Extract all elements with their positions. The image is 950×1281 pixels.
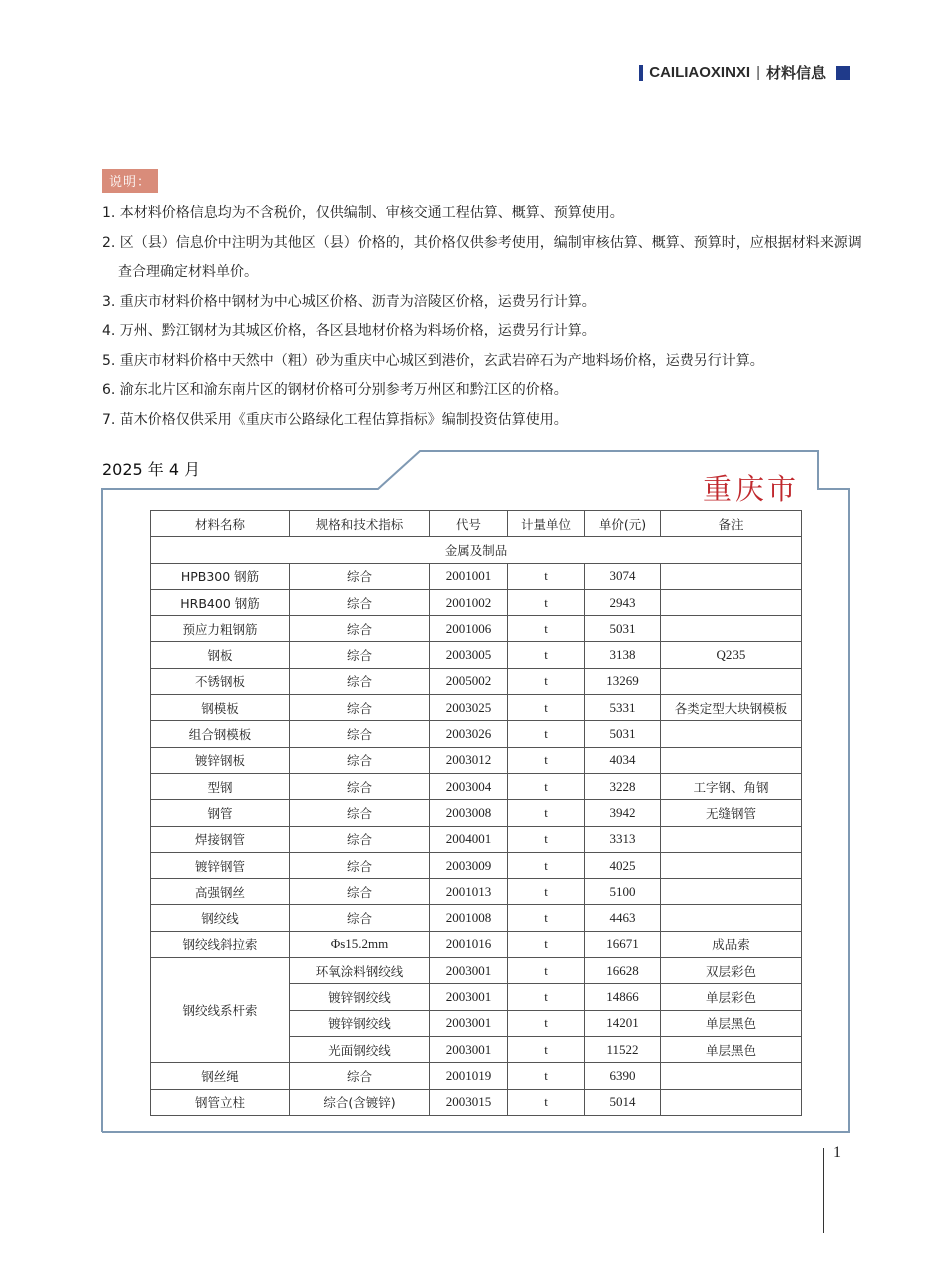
cell-unit: t bbox=[508, 642, 585, 668]
cell-price: 3228 bbox=[585, 773, 661, 799]
cell-spec: 综合 bbox=[290, 905, 430, 931]
note-item: 4. 万州、黔江钢材为其城区价格，各区县地材价格为料场价格，运费另行计算。 bbox=[102, 323, 596, 339]
cell-unit: t bbox=[508, 984, 585, 1010]
cell-code: 2005002 bbox=[430, 668, 508, 694]
cell-price: 4034 bbox=[585, 747, 661, 773]
cell-note: 成品索 bbox=[661, 931, 802, 957]
cell-note: 工字钢、角钢 bbox=[661, 773, 802, 799]
cell-code: 2003004 bbox=[430, 773, 508, 799]
cell-code: 2003012 bbox=[430, 747, 508, 773]
cell-name: 镀锌钢管 bbox=[151, 852, 290, 878]
cell-name: 钢管 bbox=[151, 800, 290, 826]
table-row bbox=[151, 773, 802, 799]
cell-price: 5100 bbox=[585, 879, 661, 905]
cell-price: 3942 bbox=[585, 800, 661, 826]
cell-unit: t bbox=[508, 695, 585, 721]
cell-code: 2001008 bbox=[430, 905, 508, 931]
cell-code: 2003001 bbox=[430, 1036, 508, 1062]
cell-note bbox=[661, 1089, 802, 1115]
cell-unit: t bbox=[508, 747, 585, 773]
table-row bbox=[151, 747, 802, 773]
cell-code: 2003008 bbox=[430, 800, 508, 826]
cell-spec: 综合 bbox=[290, 668, 430, 694]
col-header: 计量单位 bbox=[508, 511, 585, 537]
cell-price: 16628 bbox=[585, 958, 661, 984]
cell-price: 11522 bbox=[585, 1036, 661, 1062]
cell-code: 2003025 bbox=[430, 695, 508, 721]
cell-code: 2003001 bbox=[430, 984, 508, 1010]
cell-note bbox=[661, 826, 802, 852]
cell-name: HRB400 钢筋 bbox=[151, 589, 290, 615]
cell-price: 3074 bbox=[585, 563, 661, 589]
cell-price: 14866 bbox=[585, 984, 661, 1010]
cell-code: 2003026 bbox=[430, 721, 508, 747]
table-row bbox=[151, 695, 802, 721]
table-row bbox=[151, 589, 802, 615]
cell-spec: Φs15.2mm bbox=[290, 931, 430, 957]
cell-unit: t bbox=[508, 958, 585, 984]
section-title: 金属及制品 bbox=[151, 537, 802, 563]
cell-name: 高强钢丝 bbox=[151, 879, 290, 905]
cell-note: 单层黑色 bbox=[661, 1010, 802, 1036]
cell-spec: 综合 bbox=[290, 747, 430, 773]
cell-spec: 综合 bbox=[290, 642, 430, 668]
cell-note bbox=[661, 852, 802, 878]
cell-price: 4025 bbox=[585, 852, 661, 878]
cell-spec: 综合 bbox=[290, 879, 430, 905]
cell-name: 钢板 bbox=[151, 642, 290, 668]
cell-price: 14201 bbox=[585, 1010, 661, 1036]
table-row bbox=[151, 642, 802, 668]
cell-price: 3313 bbox=[585, 826, 661, 852]
cell-unit: t bbox=[508, 800, 585, 826]
note-item: 3. 重庆市材料价格中钢材为中心城区价格、沥青为涪陵区价格，运费另行计算。 bbox=[102, 293, 596, 310]
cell-price: 4463 bbox=[585, 905, 661, 931]
cell-spec: 镀锌钢绞线 bbox=[290, 1010, 430, 1036]
cell-note bbox=[661, 668, 802, 694]
cell-unit: t bbox=[508, 721, 585, 747]
table-row bbox=[151, 563, 802, 589]
cell-unit: t bbox=[508, 668, 585, 694]
cell-code: 2003005 bbox=[430, 642, 508, 668]
cell-price: 13269 bbox=[585, 668, 661, 694]
col-header: 代号 bbox=[430, 511, 508, 537]
cell-spec: 综合(含镀锌) bbox=[290, 1089, 430, 1115]
cell-price: 16671 bbox=[585, 931, 661, 957]
note-item: 7. 苗木价格仅供采用《重庆市公路绿化工程估算指标》编制投资估算使用。 bbox=[102, 411, 568, 428]
cell-note bbox=[661, 905, 802, 931]
table-row bbox=[151, 826, 802, 852]
note-item: 1. 本材料价格信息均为不含税价，仅供编制、审核交通工程估算、概算、预算使用。 bbox=[102, 205, 624, 221]
cell-unit: t bbox=[508, 905, 585, 931]
page-number: 1 bbox=[833, 1144, 841, 1161]
cell-unit: t bbox=[508, 589, 585, 615]
header-separator: | bbox=[756, 64, 760, 81]
cell-note bbox=[661, 747, 802, 773]
cell-note bbox=[661, 563, 802, 589]
header-latin: CAILIAOXINXI bbox=[649, 64, 751, 81]
cell-unit: t bbox=[508, 1063, 585, 1089]
col-header: 规格和技术指标 bbox=[290, 511, 430, 537]
cell-spec: 综合 bbox=[290, 826, 430, 852]
cell-spec: 综合 bbox=[290, 616, 430, 642]
cell-spec: 综合 bbox=[290, 800, 430, 826]
cell-price: 5014 bbox=[585, 1089, 661, 1115]
cell-note: 双层彩色 bbox=[661, 958, 802, 984]
city-title: 重庆市 bbox=[703, 472, 800, 506]
cell-note bbox=[661, 879, 802, 905]
table-row bbox=[151, 958, 802, 984]
table-row bbox=[151, 668, 802, 694]
cell-spec: 综合 bbox=[290, 852, 430, 878]
cell-spec: 综合 bbox=[290, 773, 430, 799]
section-row bbox=[151, 537, 802, 563]
table-row bbox=[151, 931, 802, 957]
cell-price: 3138 bbox=[585, 642, 661, 668]
col-header: 单价(元) bbox=[585, 511, 661, 537]
table-header-row bbox=[151, 511, 802, 537]
cell-code: 2003015 bbox=[430, 1089, 508, 1115]
cell-name: HPB300 钢筋 bbox=[151, 563, 290, 589]
cell-name: 钢绞线 bbox=[151, 905, 290, 931]
cell-code: 2001002 bbox=[430, 589, 508, 615]
cell-spec: 综合 bbox=[290, 1063, 430, 1089]
cell-note: 无缝钢管 bbox=[661, 800, 802, 826]
cell-note bbox=[661, 1063, 802, 1089]
cell-code: 2003001 bbox=[430, 1010, 508, 1036]
cell-price: 5031 bbox=[585, 721, 661, 747]
cell-note: 各类定型大块钢模板 bbox=[661, 695, 802, 721]
cell-name: 预应力粗钢筋 bbox=[151, 616, 290, 642]
cell-unit: t bbox=[508, 1010, 585, 1036]
table-row bbox=[151, 1063, 802, 1089]
cell-code: 2001016 bbox=[430, 931, 508, 957]
notes-label: 说明： bbox=[102, 169, 158, 193]
cell-name: 型钢 bbox=[151, 773, 290, 799]
note-item: 5. 重庆市材料价格中天然中（粗）砂为重庆中心城区到港价，玄武岩碎石为产地料场价格，运费另行计算。 bbox=[102, 352, 764, 369]
cell-group-name: 钢绞线系杆索 bbox=[151, 958, 290, 1063]
col-header: 备注 bbox=[661, 511, 802, 537]
cell-unit: t bbox=[508, 616, 585, 642]
table-row bbox=[151, 905, 802, 931]
cell-note: 单层黑色 bbox=[661, 1036, 802, 1062]
table-row bbox=[151, 1089, 802, 1115]
cell-note bbox=[661, 589, 802, 615]
table-row bbox=[151, 879, 802, 905]
cell-name: 钢丝绳 bbox=[151, 1063, 290, 1089]
cell-name: 焊接钢管 bbox=[151, 826, 290, 852]
cell-spec: 光面钢绞线 bbox=[290, 1036, 430, 1062]
cell-unit: t bbox=[508, 1089, 585, 1115]
cell-unit: t bbox=[508, 563, 585, 589]
cell-spec: 镀锌钢绞线 bbox=[290, 984, 430, 1010]
cell-price: 5331 bbox=[585, 695, 661, 721]
cell-code: 2001013 bbox=[430, 879, 508, 905]
cell-price: 5031 bbox=[585, 616, 661, 642]
cell-code: 2003001 bbox=[430, 958, 508, 984]
issue-date: 2025 年 4 月 bbox=[102, 460, 201, 479]
cell-price: 6390 bbox=[585, 1063, 661, 1089]
cell-name: 镀锌钢板 bbox=[151, 747, 290, 773]
cell-unit: t bbox=[508, 773, 585, 799]
cell-note: Q235 bbox=[661, 642, 802, 668]
cell-spec: 综合 bbox=[290, 721, 430, 747]
cell-code: 2003009 bbox=[430, 852, 508, 878]
cell-note bbox=[661, 616, 802, 642]
table-row bbox=[151, 852, 802, 878]
cell-spec: 综合 bbox=[290, 695, 430, 721]
table-row bbox=[151, 616, 802, 642]
note-item: 6. 渝东北片区和渝东南片区的钢材价格可分别参考万州区和黔江区的价格。 bbox=[102, 382, 568, 398]
cell-name: 钢模板 bbox=[151, 695, 290, 721]
cell-name: 不锈钢板 bbox=[151, 668, 290, 694]
table-row bbox=[151, 721, 802, 747]
cell-name: 钢管立柱 bbox=[151, 1089, 290, 1115]
cell-unit: t bbox=[508, 879, 585, 905]
cell-price: 2943 bbox=[585, 589, 661, 615]
cell-name: 组合钢模板 bbox=[151, 721, 290, 747]
cell-spec: 综合 bbox=[290, 589, 430, 615]
table-row bbox=[151, 800, 802, 826]
cell-code: 2001019 bbox=[430, 1063, 508, 1089]
note-item: 2. 区（县）信息价中注明为其他区（县）价格的，其价格仅供参考使用，编制审核估算、概算、预算时，应根据材料来源调查合理确定材料单价。 bbox=[102, 234, 862, 280]
material-price-table bbox=[150, 510, 802, 1116]
cell-unit: t bbox=[508, 852, 585, 878]
cell-unit: t bbox=[508, 1036, 585, 1062]
cell-spec: 综合 bbox=[290, 563, 430, 589]
cell-code: 2001001 bbox=[430, 563, 508, 589]
col-header: 材料名称 bbox=[151, 511, 290, 537]
cell-unit: t bbox=[508, 931, 585, 957]
cell-unit: t bbox=[508, 826, 585, 852]
cell-code: 2004001 bbox=[430, 826, 508, 852]
cell-note bbox=[661, 721, 802, 747]
cell-name: 钢绞线斜拉索 bbox=[151, 931, 290, 957]
cell-code: 2001006 bbox=[430, 616, 508, 642]
header-title: 材料信息 bbox=[765, 64, 826, 82]
page-number-rule bbox=[823, 1148, 824, 1233]
cell-spec: 环氧涂料钢绞线 bbox=[290, 958, 430, 984]
cell-note: 单层彩色 bbox=[661, 984, 802, 1010]
